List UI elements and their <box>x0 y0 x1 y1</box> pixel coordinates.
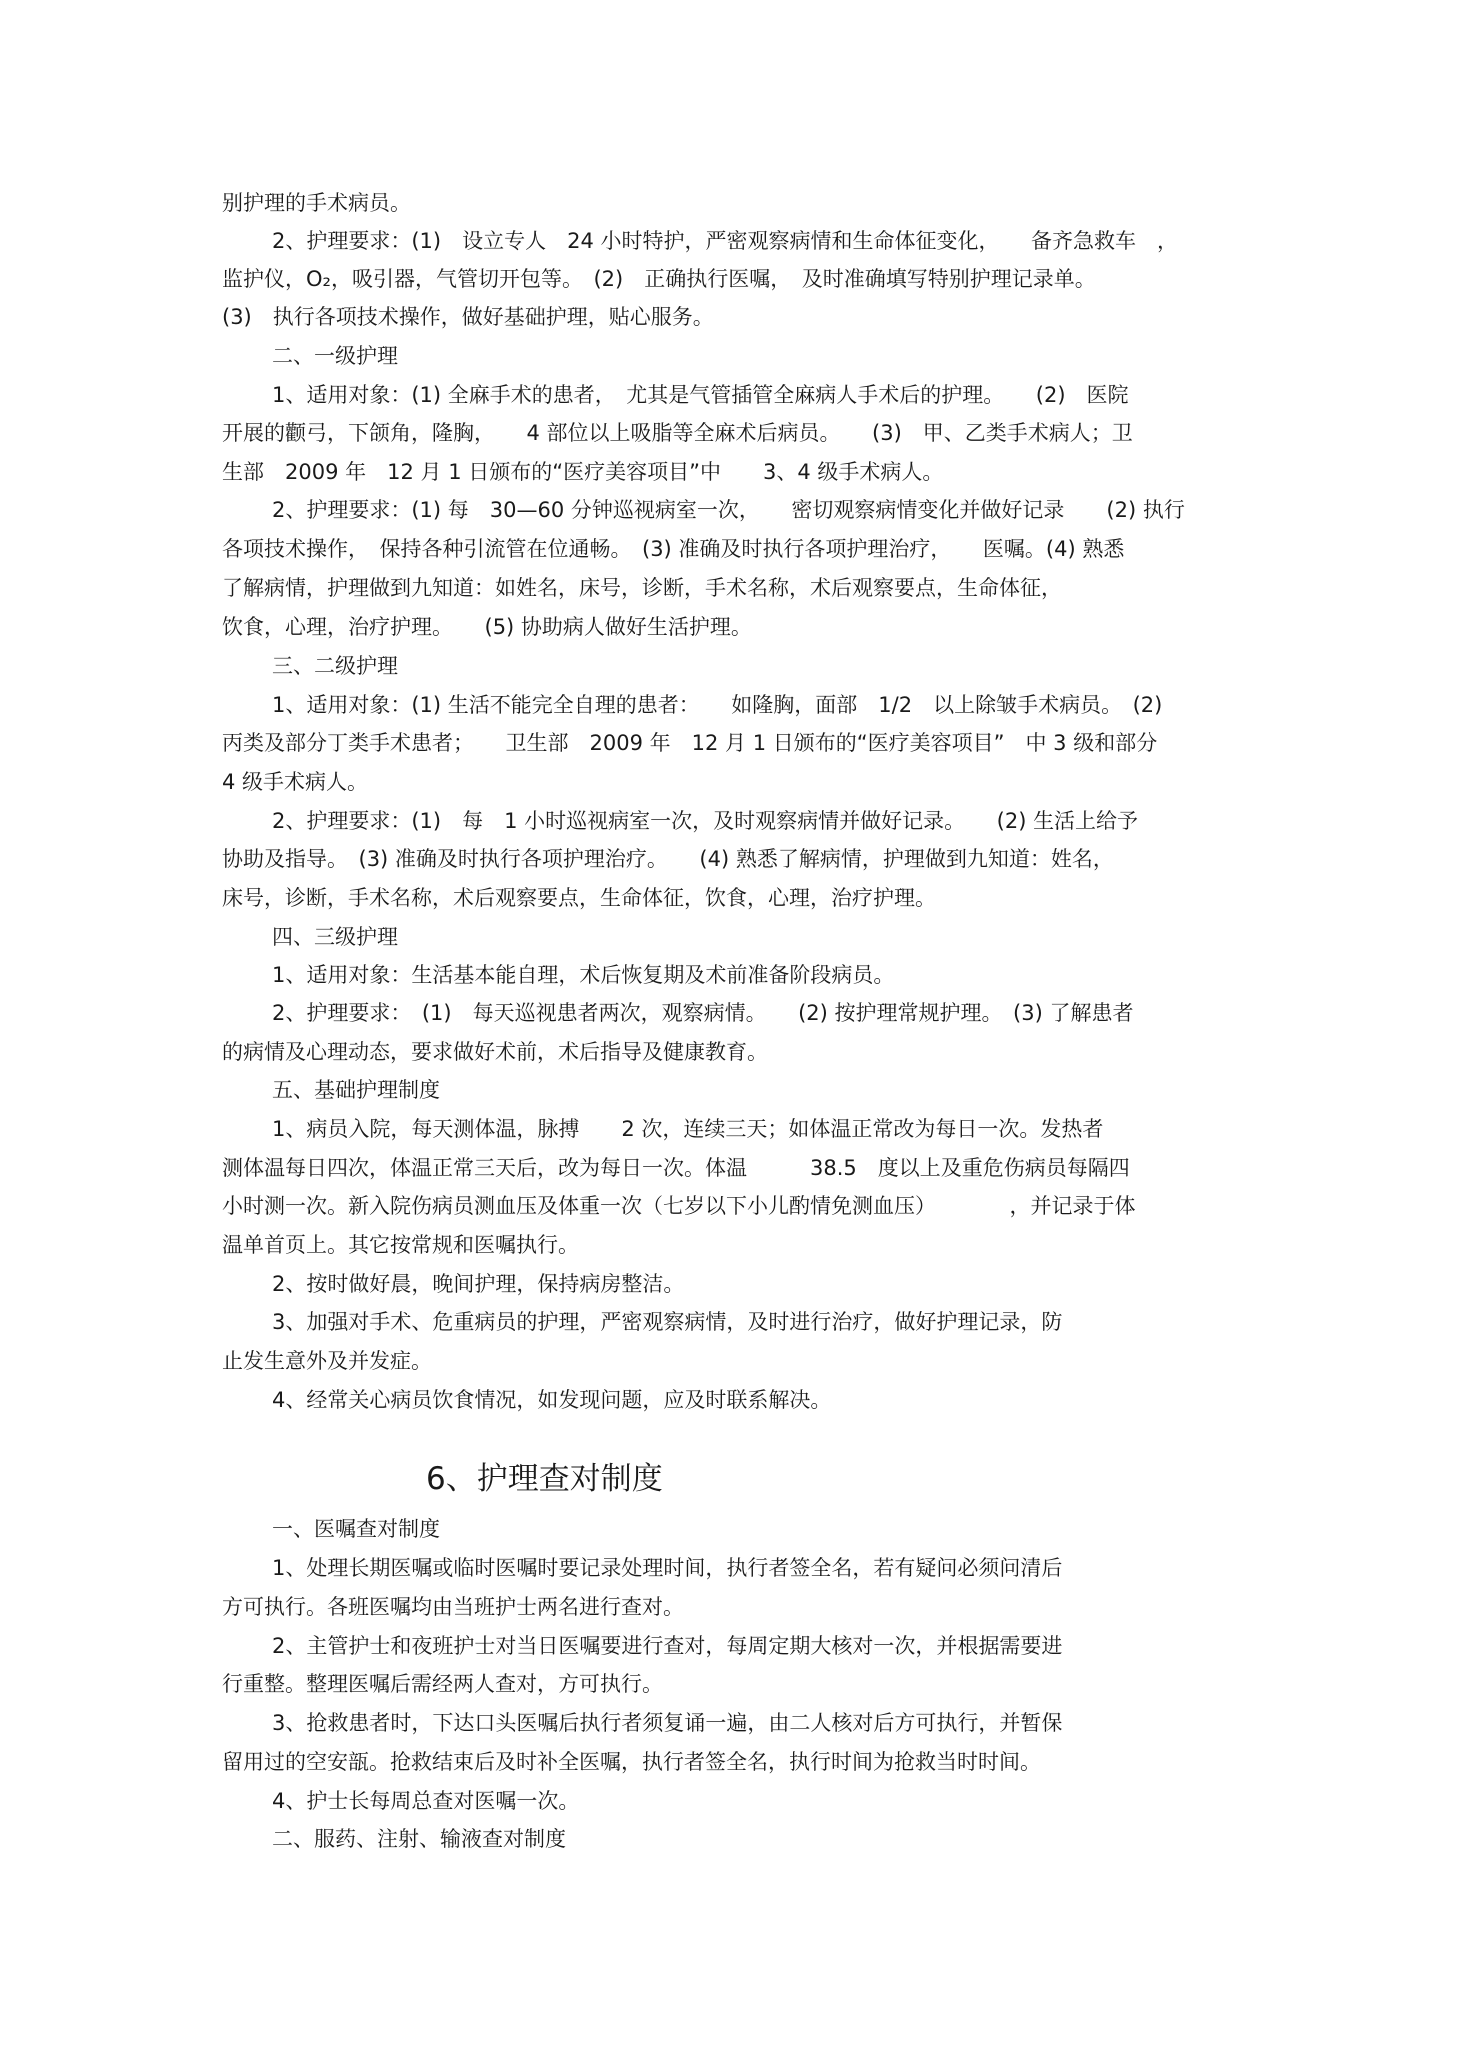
text-line: 测体温每日四次，体温正常三天后，改为每日一次。体温 38.5 度以上及重危伤病员每隔四 <box>222 1156 1130 1180</box>
text-line: 4 级手术病人。 <box>222 770 369 794</box>
text-line: 4、护士长每周总查对医嘱一次。 <box>272 1789 580 1813</box>
text-line: 一、医嘱查对制度 <box>272 1517 440 1541</box>
text-line: 1、适用对象：(1) 全麻手术的患者， 尤其是气管插管全麻病人手术后的护理。 (2) 医院 <box>272 383 1129 407</box>
text-line: 丙类及部分丁类手术患者； 卫生部 2009 年 12 月 1 日颁布的“医疗美容项目” 中 3 级和部分 <box>222 731 1158 755</box>
text-line: 监护仪，O₂，吸引器，气管切开包等。 (2) 正确执行医嘱， 及时准确填写特别护理记录单。 <box>222 267 1096 291</box>
text-line: 了解病情，护理做到九知道：如姓名，床号，诊断，手术名称，术后观察要点，生命体征， <box>222 576 1062 600</box>
text-line: 3、加强对手术、危重病员的护理，严密观察病情，及时进行治疗，做好护理记录，防 <box>272 1310 1063 1334</box>
text-line: 3、抢救患者时，下达口头医嘱后执行者须复诵一遍，由二人核对后方可执行，并暂保 <box>272 1711 1063 1735</box>
text-line: 2、护理要求：(1) 设立专人 24 小时特护，严密观察病情和生命体征变化， 备齐急救车 ， <box>272 229 1179 253</box>
text-line: 2、主管护士和夜班护士对当日医嘱要进行查对，每周定期大核对一次，并根据需要进 <box>272 1634 1063 1658</box>
text-line: 1、处理长期医嘱或临时医嘱时要记录处理时间，执行者签全名，若有疑问必须问清后 <box>272 1556 1063 1580</box>
text-line: 开展的颧弓，下颌角，隆胸， 4 部位以上吸脂等全麻术后病员。 (3) 甲、乙类手术病人；卫 <box>222 421 1133 445</box>
text-line: 别护理的手术病员。 <box>222 191 411 215</box>
text-line: 饮食，心理，治疗护理。 (5) 协助病人做好生活护理。 <box>222 615 752 639</box>
text-line: 4、经常关心病员饮食情况，如发现问题，应及时联系解决。 <box>272 1388 832 1412</box>
text-line: 协助及指导。 (3) 准确及时执行各项护理治疗。 (4) 熟悉了解病情，护理做到九知道：姓名， <box>222 847 1114 871</box>
text-line: 生部 2009 年 12 月 1 日颁布的“医疗美容项目”中 3、4 级手术病人。 <box>222 460 944 484</box>
text-line: 床号，诊断，手术名称，术后观察要点，生命体征，饮食，心理，治疗护理。 <box>222 886 936 910</box>
section-title: 6、护理查对制度 <box>426 1461 663 1497</box>
text-line: 止发生意外及并发症。 <box>222 1349 432 1373</box>
text-line: 1、病员入院，每天测体温，脉搏 2 次，连续三天；如体温正常改为每日一次。发热者 <box>272 1117 1104 1141</box>
text-line: 的病情及心理动态，要求做好术前，术后指导及健康教育。 <box>222 1040 768 1064</box>
text-line: 1、适用对象：(1) 生活不能完全自理的患者： 如隆胸，面部 1/2 以上除皱手术病员。 (2) <box>272 693 1163 717</box>
text-line: 2、护理要求：(1) 每 30—60 分钟巡视病室一次， 密切观察病情变化并做好记录 (2) 执行 <box>272 498 1185 522</box>
text-line: 五、基础护理制度 <box>272 1078 440 1102</box>
text-line: (3) 执行各项技术操作，做好基础护理，贴心服务。 <box>222 305 714 329</box>
text-line: 方可执行。各班医嘱均由当班护士两名进行查对。 <box>222 1595 684 1619</box>
text-line: 四、三级护理 <box>272 925 398 949</box>
text-line: 二、一级护理 <box>272 344 398 368</box>
text-line: 2、护理要求：(1) 每 1 小时巡视病室一次，及时观察病情并做好记录。 (2) 生活上给予 <box>272 809 1139 833</box>
text-line: 各项技术操作， 保持各种引流管在位通畅。 (3) 准确及时执行各项护理治疗， 医嘱。(4) 熟悉 <box>222 537 1125 561</box>
text-line: 三、二级护理 <box>272 654 398 678</box>
text-line: 温单首页上。其它按常规和医嘱执行。 <box>222 1233 579 1257</box>
text-line: 2、护理要求： (1) 每天巡视患者两次，观察病情。 (2) 按护理常规护理。 (3) 了解患者 <box>272 1001 1134 1025</box>
text-line: 2、按时做好晨，晚间护理，保持病房整洁。 <box>272 1272 685 1296</box>
text-line: 1、适用对象：生活基本能自理，术后恢复期及术前准备阶段病员。 <box>272 963 895 987</box>
text-line: 小时测一次。新入院伤病员测血压及体重一次（七岁以下小儿酌情免测血压） ，并记录于体 <box>222 1194 1136 1218</box>
text-line: 行重整。整理医嘱后需经两人查对，方可执行。 <box>222 1672 663 1696</box>
text-line: 二、服药、注射、输液查对制度 <box>272 1827 566 1851</box>
text-line: 留用过的空安瓿。抢救结束后及时补全医嘱，执行者签全名，执行时间为抢救当时时间。 <box>222 1750 1041 1774</box>
